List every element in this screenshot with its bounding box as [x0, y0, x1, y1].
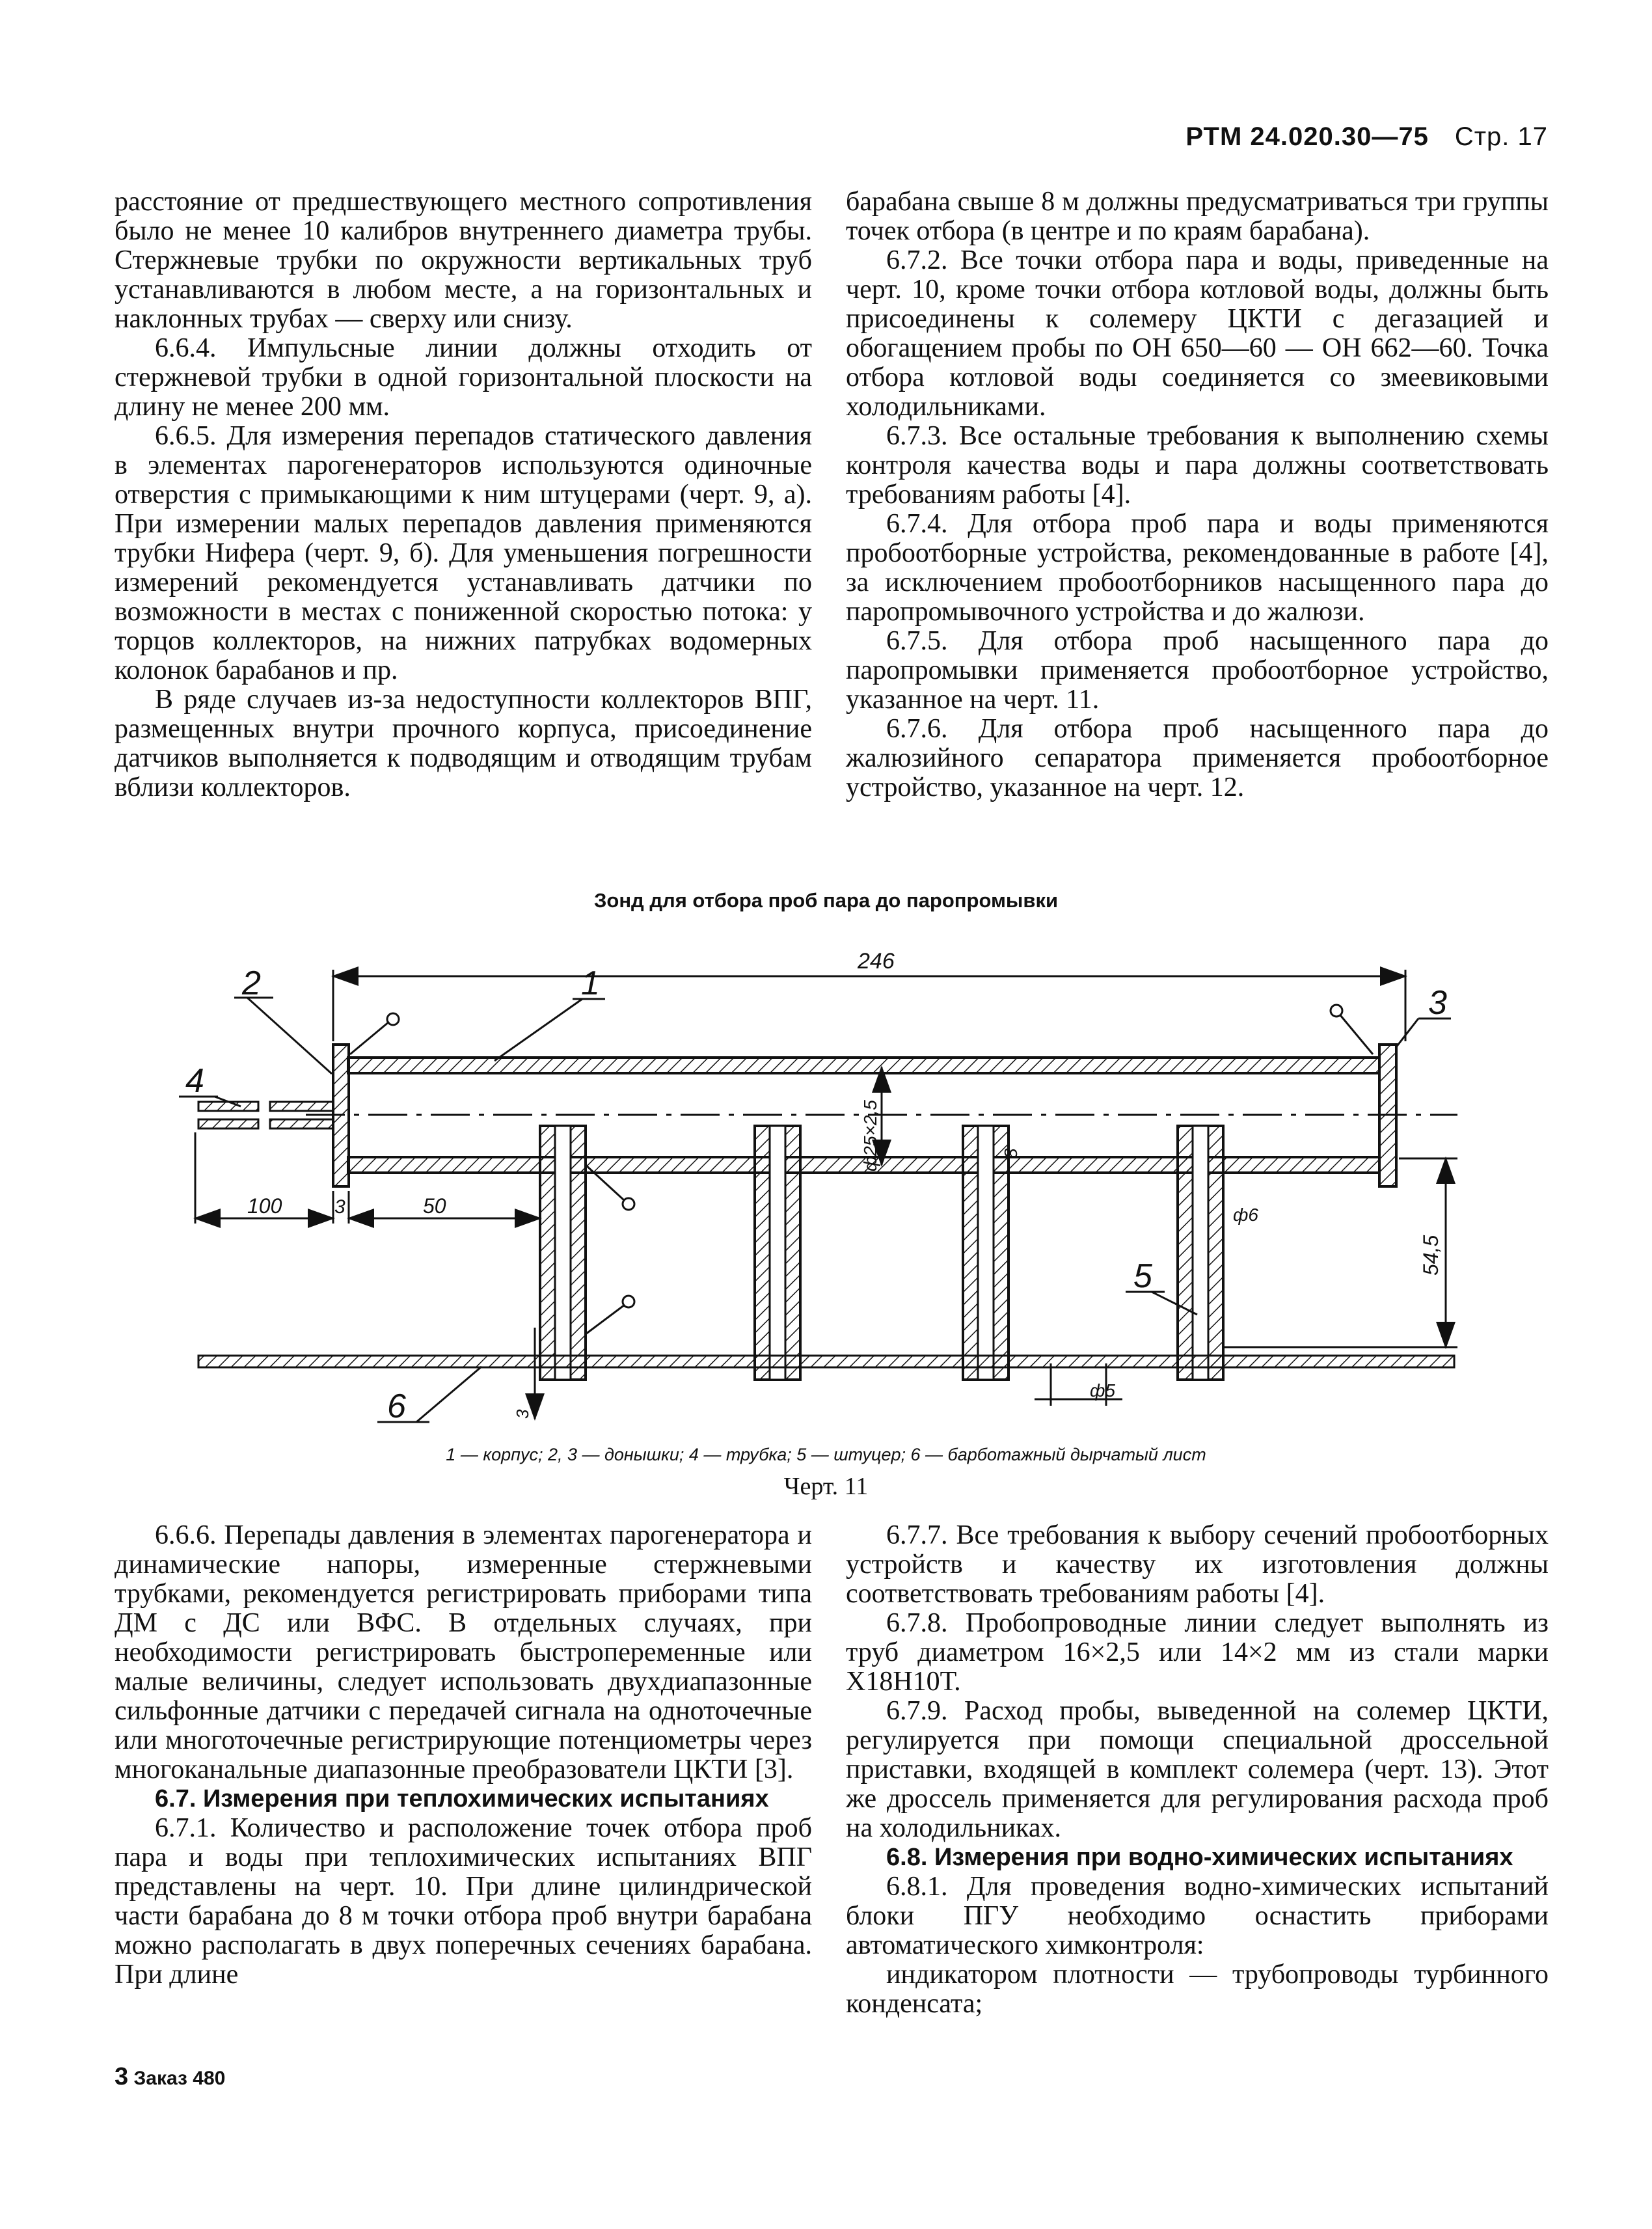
doc-code: РТМ 24.020.30—75: [1185, 122, 1429, 151]
paragraph: 6.8.1. Для проведения водно-химических испытаний блоки ПГУ необходимо оснастить приборами автоматического химконтроля:: [846, 1872, 1549, 1960]
part-label-3: 3: [1428, 984, 1447, 1022]
paragraph: 6.7.5. Для отбора проб насыщенного пара до паропромывки применяется пробоотборное устройство, указанное на черт. 11.: [846, 626, 1549, 715]
part-label-1: 1: [581, 964, 600, 1002]
perforated-sheet: [198, 1356, 1454, 1367]
paragraph: барабана свыше 8 м должны предусматриваться три группы точек отбора (в центре и по краям барабана).: [846, 187, 1549, 246]
figure-caption: Черт. 11: [783, 1473, 869, 1500]
figure-legend: 1 — корпус; 2, 3 — донышки; 4 — трубка; 5 — штуцер; 6 — барботажный дырчатый лист: [446, 1445, 1206, 1464]
probe-drawing: [0, 911, 1652, 1432]
figure-title: Зонд для отбора проб пара до паропромывки: [593, 889, 1059, 912]
dim-sheet-thickness: 3: [513, 1409, 532, 1419]
dim-total-length: 246: [858, 949, 895, 974]
dim-pitch: ф5: [1090, 1380, 1115, 1401]
paragraph: 6.7.3. Все остальные требования к выполнению схемы контроля качества воды и пара должны соответствовать требованиям работы [4].: [846, 421, 1549, 510]
paragraph: 6.7.1. Количество и расположение точек отбора проб пара и воды при теплохимических испытаниях ВПГ представлены на черт. 10. При длине цилиндрической части барабана до 8 м точки отбора проб внутри барабана можно располагать в двух поперечных сечениях барабана. При длине: [115, 1813, 812, 1990]
paragraph: 6.7.7. Все требования к выбору сечений пробоотборных устройств и качеству их изготовления должны соответствовать требованиям работы [4].: [846, 1520, 1549, 1609]
dim-height: 54,5: [1419, 1235, 1442, 1276]
paragraph: индикатором плотности — трубопроводы турбинного конденсата;: [846, 1960, 1549, 2019]
dim-hole-diameter: ф6: [1233, 1205, 1258, 1225]
order-number: Заказ 480: [133, 2068, 226, 2089]
paragraph: 6.7.6. Для отбора проб насыщенного пара до жалюзийного сепаратора применяется пробоотборное устройство, указанное на черт. 12.: [846, 714, 1549, 802]
dim-offset: 50: [423, 1194, 446, 1218]
running-header: [1185, 122, 1548, 152]
paragraph: 6.7.8. Пробопроводные линии следует выполнять из труб диаметром 16×2,5 или 14×2 мм из стали марки Х18Н10Т.: [846, 1608, 1549, 1697]
dim-bottom-thickness: 3: [334, 1196, 345, 1218]
paragraph: 6.7.9. Расход пробы, выведенной на солемер ЦКТИ, регулируется при помощи специальной дроссельной приставки, входящей в комплект солемера (черт. 13). Этот же дроссель применяется для регулирования расхода проб на холодильниках.: [846, 1696, 1549, 1843]
footer: [115, 2063, 225, 2091]
dimension-lines: [195, 970, 1457, 1419]
text-column-bottom-left: [115, 1521, 812, 1990]
text-column-top-left: [115, 187, 812, 802]
signature-number: 3: [115, 2063, 129, 2090]
dim-nozzle: 8: [1001, 1148, 1021, 1158]
paragraph: В ряде случаев из-за недоступности коллекторов ВПГ, размещенных внутри прочного корпуса, присоединение датчиков выполняется к подводящим и отводящим трубам вблизи коллекторов.: [115, 685, 812, 802]
dim-tube-length: 100: [247, 1194, 282, 1218]
paragraph: 6.6.6. Перепады давления в элементах парогенератора и динамические напоры, измеренные стержневыми трубками, рекомендуется регистрировать приборами типа ДМ с ДС или ВФС. В отдельных случаях, при необходимости регистрировать быстропеременные или малые величины, следует использовать двухдиапазонные сильфонные датчики с передачей сигнала на одноточечные или многоточечные регистрирующие потенциометры через многоканальные диапазонные преобразователи ЦКТИ [3].: [115, 1520, 812, 1785]
paragraph: 6.7.2. Все точки отбора пара и воды, приведенные на черт. 10, кроме точки отбора котловой воды, должны быть присоединены к солемеру ЦКТИ с дегазацией и обогащением пробы по ОН 650—60 — ОН 662—60. Точка отбора котловой воды соединяется со змеевиковыми холодильниками.: [846, 245, 1549, 422]
text-column-bottom-right: [846, 1521, 1549, 2019]
paragraph: расстояние от предшествующего местного сопротивления было не менее 10 калибров внутреннего диаметра трубы. Стержневые трубки по окружности вертикальных труб устанавливаются в любом месте, а на горизонтальных и наклонных трубах — сверху или снизу.: [115, 187, 812, 334]
part-label-6: 6: [387, 1388, 406, 1425]
section-heading: 6.7. Измерения при теплохимических испытаниях: [155, 1785, 769, 1812]
paragraph: 6.6.4. Импульсные линии должны отходить от стержневой трубки в одной горизонтальной плоскости на длину не менее 200 мм.: [115, 333, 812, 422]
part-label-2: 2: [242, 964, 261, 1002]
paragraph: 6.7.4. Для отбора проб пара и воды применяются пробоотборные устройства, рекомендованные в работе [4], за исключением пробоотборников насыщенного пара до паропромывочного устройства и до жалюзи.: [846, 509, 1549, 627]
dim-tube-diameter: ф25×2,5: [860, 1100, 880, 1171]
text-column-top-right: [846, 187, 1549, 802]
part-label-4: 4: [185, 1062, 204, 1100]
section-heading: 6.8. Измерения при водно-химических испытаниях: [886, 1844, 1513, 1871]
page-number: Стр. 17: [1454, 122, 1548, 151]
paragraph: 6.6.5. Для измерения перепадов статического давления в элементах парогенераторов используются одиночные отверстия с примыкающими к ним штуцерами (черт. 9, а). При измерении малых перепадов давления применяются трубки Нифера (черт. 9, б). Для уменьшения погрешности измерений рекомендуется устанавливать датчики по возможности в местах с пониженной скоростью потока: у торцов коллекторов, на нижних патрубках водомерных колонок барабанов и пр.: [115, 421, 812, 685]
part-label-5: 5: [1133, 1257, 1152, 1295]
